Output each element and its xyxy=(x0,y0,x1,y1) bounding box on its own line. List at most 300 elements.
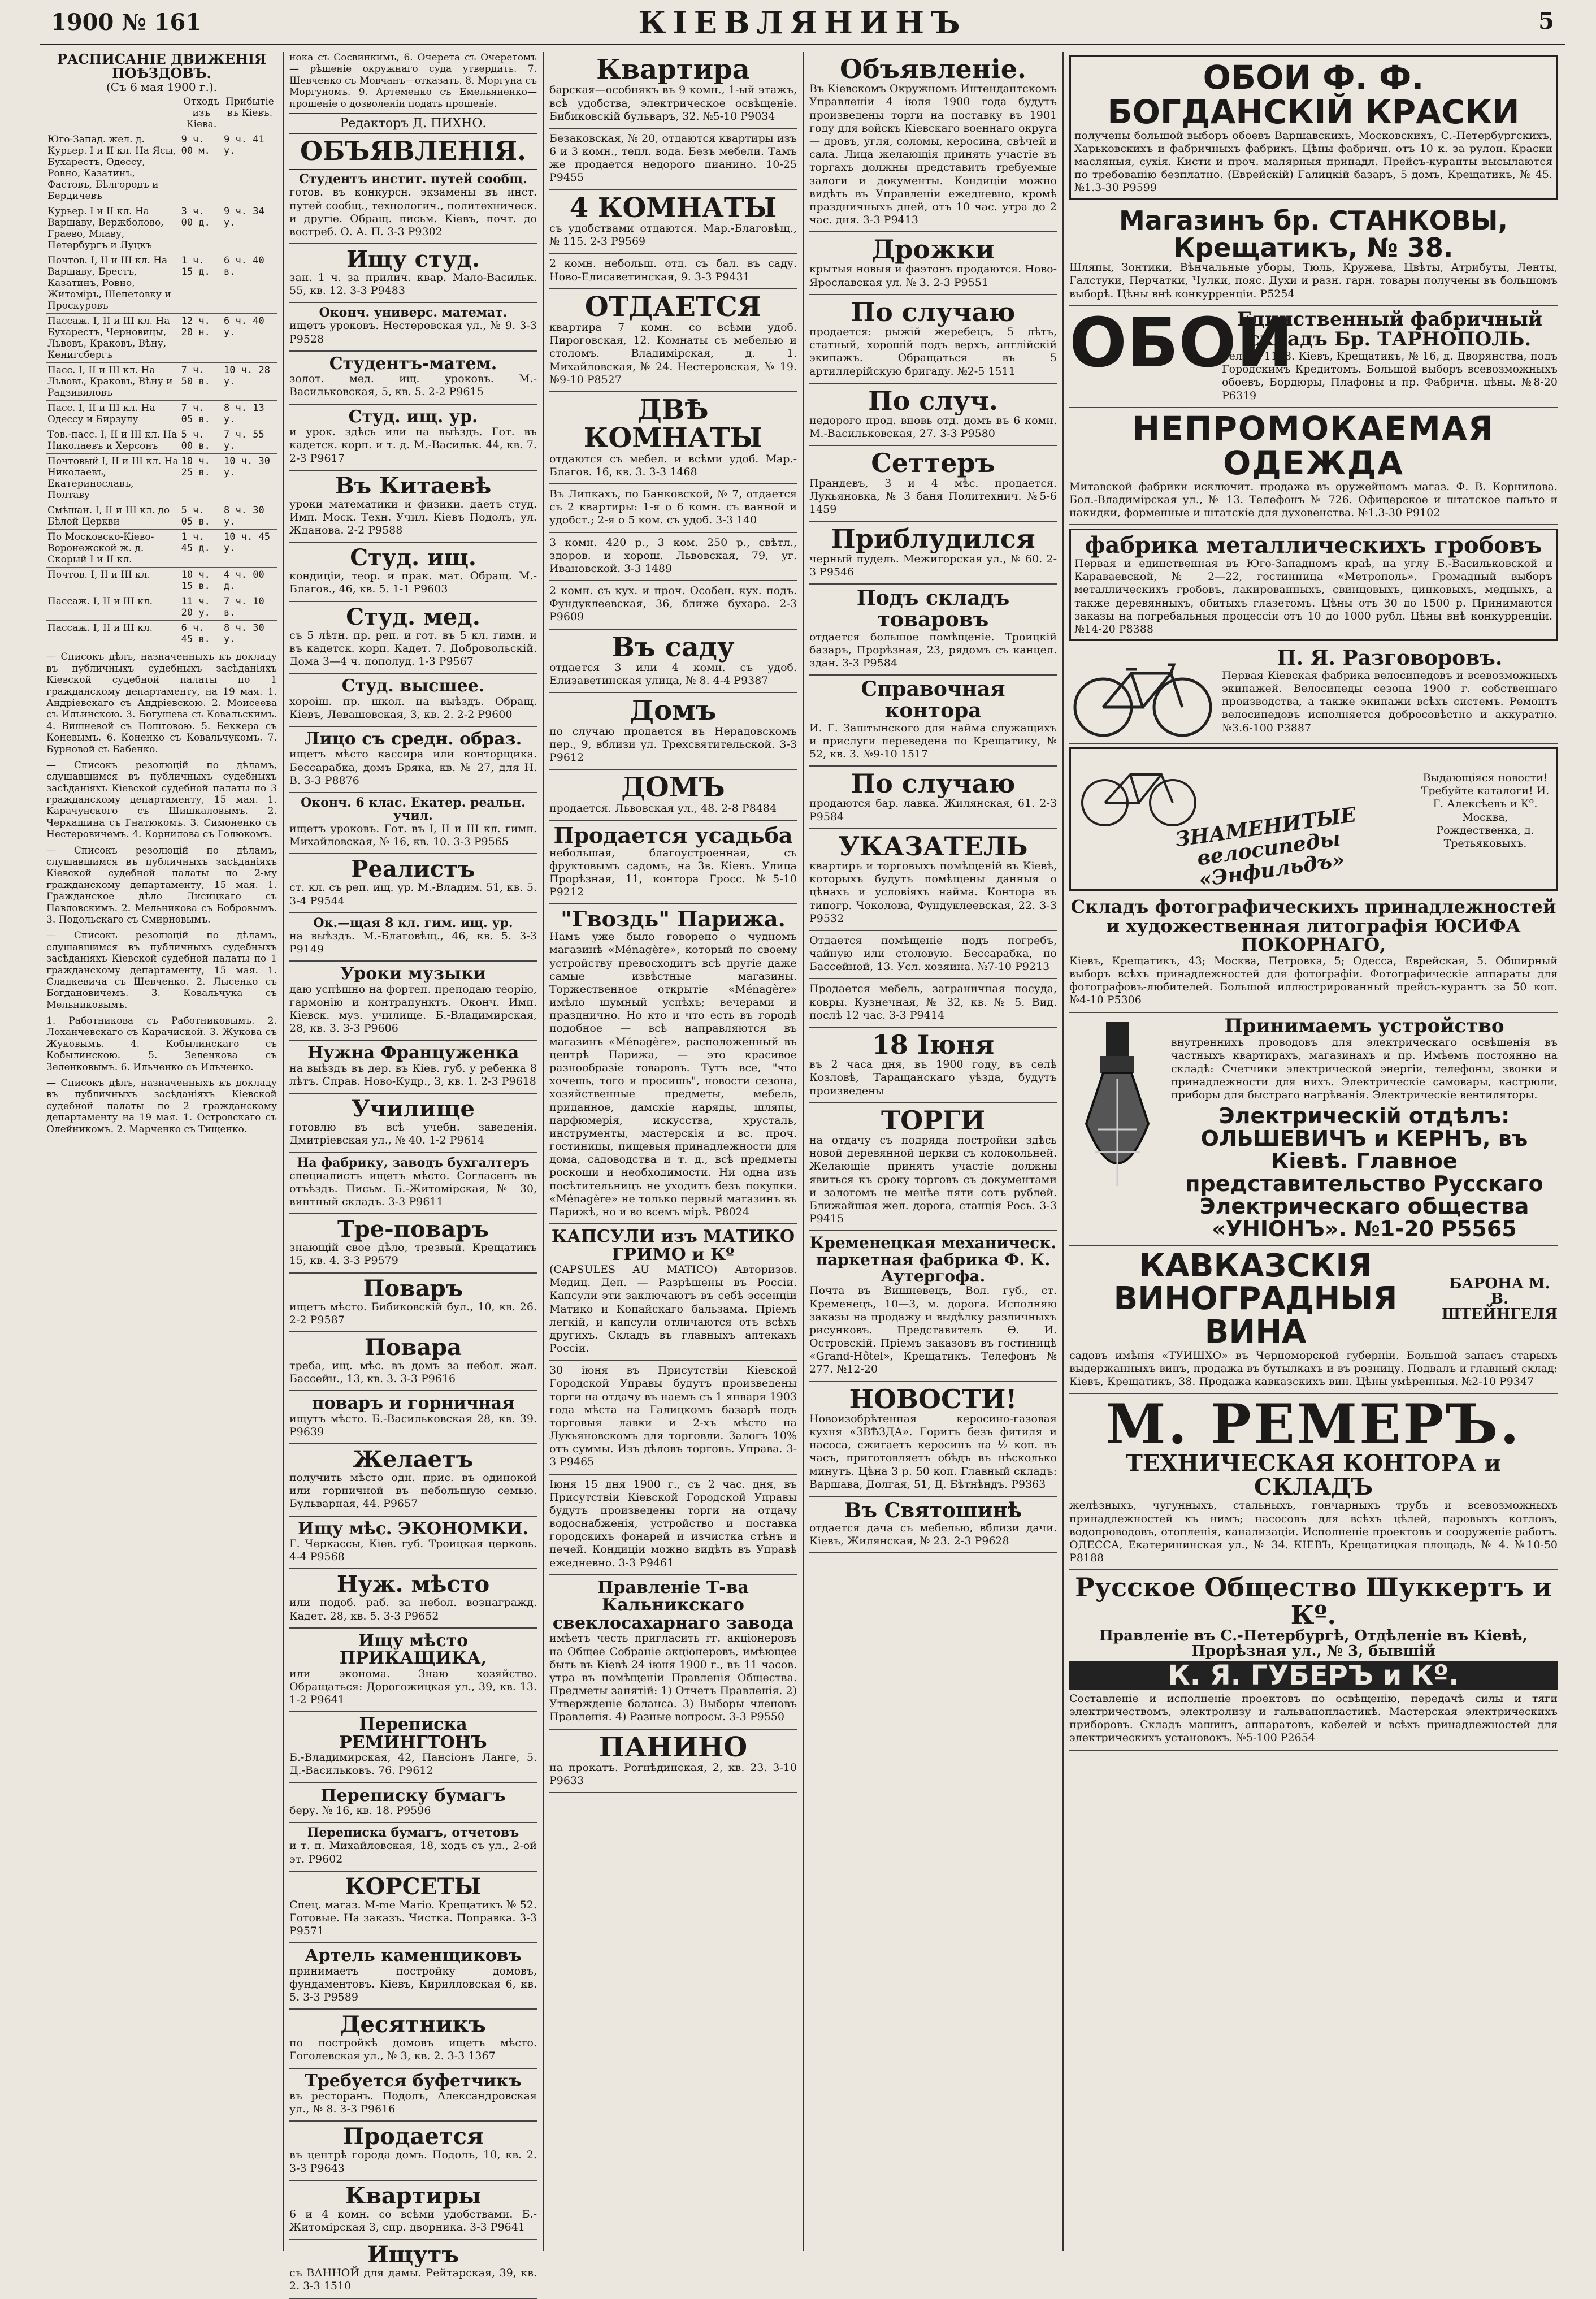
ad-title: П. Я. Разговоровъ. xyxy=(1277,646,1503,670)
classified-ad xyxy=(549,52,797,129)
ad-body: внутреннихъ проводовъ для электрическаго освѣщенія въ частныхъ квартирахъ, магазинахъ и пр. Имѣемъ постоянно на складѣ: Счетчики электрической энергіи, телефоны, звонки и принадлежности для нихъ. Электрическіе самовары, кастрюли, приборы для быстраго нагрѣванія. Электрическіе вентиляторы. xyxy=(1171,1036,1558,1101)
ad-body: Отдается помѣщеніе подъ погребъ, чайную или столовую. Бессарабка, по Бассейной, 13. Усл. хозяина. №7-10 Р9213 xyxy=(809,934,1057,973)
classified-ad xyxy=(289,2181,537,2240)
classified-ad xyxy=(549,190,797,254)
ad-title: Дрожки xyxy=(871,234,995,265)
ad-body: отдаются съ мебел. и всѣми удоб. Мар.-Благов. 16, кв. 3. 3-3 1468 xyxy=(549,452,797,478)
ad-title: Квартиры xyxy=(345,2182,482,2209)
ad-body: съ удобствами отдаются. Мар.-Благовѣщ., № 115. 2-3 Р9569 xyxy=(549,222,797,248)
column-3 xyxy=(545,52,801,2251)
timetable-route: Пасс. I, II и III кл. На Львовъ, Краковъ, Вѣну и Радзивиловъ xyxy=(46,363,180,401)
ad-body: ст. кл. съ реп. ищ. ур. М.-Владим. 51, кв. 5. 3-4 Р9544 xyxy=(289,881,537,907)
ad-subtitle: Правленіе въ С.-Петербургѣ, Отдѣленіе въ Кіевѣ, Прорѣзная ул., № 3, бывшій xyxy=(1099,1627,1528,1660)
ad-body: беру. № 16, кв. 18. Р9596 xyxy=(289,1804,431,1817)
classified-ad xyxy=(289,854,537,913)
page-header xyxy=(40,0,1565,46)
ad-body: ищутъ мѣсто. Б.-Васильковская 28, кв. 39. Р9639 xyxy=(289,1412,537,1438)
classified-ad xyxy=(549,1361,797,1474)
ad-body: Продается мебель, заграничная посуда, ковры. Кузнечная, № 32, кв. № 5. Вид. послѣ 12 час. 3-3 Р9414 xyxy=(809,982,1057,1021)
classified-ad xyxy=(809,295,1057,384)
ad-body: 3 комн. 420 р., 3 ком. 250 р., свѣтл., здоров. и хорош. Львовская, 79, уг. Ивановской. 3-3 1489 xyxy=(549,536,797,575)
classified-ad xyxy=(289,1712,537,1783)
ad-title: Ищу мѣс. ЭКОНОМКИ. xyxy=(298,1518,528,1539)
ad-title: Въ Китаевѣ xyxy=(335,472,492,499)
timetable-route: По Московско-Кіево-Воронежской ж. д. Скорый I и II кл. xyxy=(46,530,180,568)
classified-ad xyxy=(809,931,1057,980)
timetable-arrival: 7 ч. 55 у. xyxy=(223,427,277,454)
ad-body: Шляпы, Зонтики, Вѣнчальные уборы, Тюль, Кружева, Цвѣты, Атрибуты, Ленты, Галстуки, Перчатки, Чулки, пояс. Духи и разн. гарн. товары получены въ большомъ выборѣ. Цѣны внѣ конкурренціи. Р5254 xyxy=(1069,261,1558,300)
classified-ad xyxy=(809,767,1057,829)
ad-schuckert xyxy=(1069,1570,1558,1750)
ad-firm: Электрическій отдѣлъ: ОЛЬШЕВИЧЪ и КЕРНЪ, въ Кіевѣ. Главное представительство Русскаго Электрическаго общества «УНІОНЪ». №1-20 Р5565 xyxy=(1185,1103,1543,1241)
ad-body: уроки математики и физики. даетъ студ. Имп. Моск. Техн. Учил. Кіевъ Подолъ, ул. Жданова. 2-2 Р9588 xyxy=(289,497,537,537)
column-rule xyxy=(803,52,804,2251)
ad-title: Единственный фабричный складъ Бр. ТАРНОПОЛЬ. xyxy=(1237,308,1543,351)
ad-title: Ок.—щая 8 кл. гим. ищ. ур. xyxy=(313,915,513,930)
col4-ads xyxy=(809,52,1057,1553)
classified-ad xyxy=(549,129,797,190)
ad-title: 18 Іюня xyxy=(871,1029,995,1060)
ad-body: продается. Львовская ул., 48. 2-8 Р8484 xyxy=(549,802,777,815)
timetable-row xyxy=(46,454,277,503)
classified-ad xyxy=(289,405,537,471)
ad-title: Принимаемъ устройство xyxy=(1224,1014,1504,1037)
ad-title: ЗНАМЕНИТЫЕ велосипеды «Энфильдъ» xyxy=(1174,803,1358,892)
ad-title: По случаю xyxy=(851,296,1016,327)
classified-ad xyxy=(549,289,797,392)
timetable-row xyxy=(46,621,277,647)
ad-title: Студ. высшее. xyxy=(341,676,485,696)
classified-ad xyxy=(549,581,797,630)
classified-ad xyxy=(809,232,1057,295)
ad-title: Переписка бумагъ, отчетовъ xyxy=(307,1825,519,1841)
classified-ad xyxy=(289,1214,537,1273)
ad-title: По случаю xyxy=(851,768,1016,799)
ad-enfield-bicycles xyxy=(1069,747,1558,891)
classified-ad xyxy=(289,303,537,351)
timetable-arrival: 8 ч. 30 у. xyxy=(223,621,277,647)
newspaper-title: КІЕВЛЯНИНЪ xyxy=(638,5,967,41)
classified-ad xyxy=(549,484,797,533)
timetable-departure: 10 ч. 25 в. xyxy=(180,454,223,503)
timetable-arrival: 9 ч. 34 у. xyxy=(223,204,277,253)
ad-body: Телеф. 1138. Кіевъ, Крещатикъ, № 16, д. Дворянства, подъ Городскимъ Кредитомъ. Большой выборъ всевозможныхъ обоевъ, Бордюры, Плафоны и пр. Фабричн. цѣны. №8-20 Р6319 xyxy=(1222,350,1558,402)
classified-ad xyxy=(289,1569,537,1628)
ad-body: Первая Кіевская фабрика велосипедовъ и всевозможныхъ экипажей. Велосипеды сезона 1900 г. собственнаго производства, а также экипажи всѣхъ системъ. Ремонтъ велосипедовъ исполняется добросовѣстно и аккуратно. №3.6-100 Р3887 xyxy=(1222,669,1558,734)
ad-body: продается: рыжій жеребецъ, 5 лѣтъ, статный, хорошій подъ верхъ, англійскій экипажъ. Обращаться въ 5 артиллерійскую бригаду. №2-5 1511 xyxy=(809,326,1057,378)
timetable-departure: 1 ч. 45 д. xyxy=(180,530,223,568)
ad-body: ищетъ уроковъ. Нестеровская ул., № 9. 3-3 Р9528 xyxy=(289,319,537,345)
ad-body: Выдающіяся новости! Требуйте каталоги! И. Г. Алексѣевъ и Кº. Москва, Рождественка, д. Третьяковыхъ. xyxy=(1421,772,1550,850)
ad-body: даю успѣшно на фортеп. преподаю теорію, гармонію и контрапунктъ. Оконч. Имп. Кіевск. муз. училище. Б.-Владимирская, 28, кв. 3. 3-3 Р9606 xyxy=(289,982,537,1035)
timetable-route: Пассаж. I, II и III кл. xyxy=(46,621,180,647)
ad-body: Г. Черкассы, Кіев. губ. Троицкая церковь. 4-4 Р9568 xyxy=(289,1538,537,1564)
ad-title: М. РЕМЕРЪ. xyxy=(1105,1392,1521,1457)
ads-section-title: ОБЪЯВЛЕНІЯ. xyxy=(289,137,537,170)
timetable-row xyxy=(46,503,277,530)
col3-ads xyxy=(549,52,797,1793)
classified-ad xyxy=(809,979,1057,1028)
ad-title: УКАЗАТЕЛЬ xyxy=(838,830,1028,861)
classified-ad xyxy=(809,585,1057,676)
column-rule xyxy=(283,52,284,2251)
train-timetable xyxy=(46,94,277,647)
ad-body: въ центрѣ города домъ. Подолъ, 10, кв. 2. 3-3 Р9643 xyxy=(289,2149,537,2175)
classified-ad xyxy=(289,471,537,543)
classified-ad xyxy=(549,254,797,289)
classified-ad xyxy=(549,630,797,694)
ad-body: или эконома. Знаю хозяйство. Обращаться: Дорогожицкая ул., 39, кв. 13. 1-2 Р9641 xyxy=(289,1667,537,1707)
classified-ad xyxy=(289,1629,537,1713)
ad-title: "Гвоздь" Парижа. xyxy=(561,906,786,932)
classified-ad xyxy=(809,1028,1057,1103)
ad-title: Приблудился xyxy=(831,523,1035,555)
timetable-row xyxy=(46,568,277,594)
classified-ad xyxy=(549,770,797,821)
ad-body: 2 комн. небольш. отд. съ бал. въ саду. Ново-Елисаветинская, 9. 3-3 Р9431 xyxy=(549,257,797,283)
ad-title: Уроки музыки xyxy=(340,964,487,984)
timetable-row xyxy=(46,530,277,568)
ad-title: КОРСЕТЫ xyxy=(345,1873,482,1900)
classified-ad xyxy=(289,913,537,962)
timetable-arrival: 6 ч. 40 у. xyxy=(223,314,277,363)
ad-title: Желаетъ xyxy=(353,1446,474,1473)
ad-body: Прандевъ, 3 и 4 мѣс. продается. Лукьяновка, № 3 баня Политехнич. №5-6 1459 xyxy=(809,477,1057,516)
timetable-arrival: 7 ч. 10 в. xyxy=(223,594,277,621)
ad-body: Въ Кіевскомъ Окружномъ Интендантскомъ Управленіи 4 іюля 1900 года будутъ произведены торги на поставку въ 1901 году для войскъ Кіевскаго военнаго округа — дровъ, угля, соломы, керосина, свѣчей и сала. Лица желающія принять участіе въ торгахъ должны представить требуемые залоги и документы. Кондиціи можно видѣть въ Управленіи ежедневно, кромѣ праздничныхъ дней, отъ 10 час. утра до 2 час. дня. 3-3 Р9413 xyxy=(809,83,1057,227)
ad-razgovorov-bicycles xyxy=(1069,644,1558,744)
classified-ad xyxy=(809,1231,1057,1382)
ad-title: фабрика металлическихъ гробовъ xyxy=(1085,532,1542,559)
ad-remer xyxy=(1069,1394,1558,1570)
ad-title: Поваръ xyxy=(363,1275,463,1302)
ad-body: по случаю продается въ Нерадовскомъ пер., 9, вблизи ул. Трехсвятительской. 3-3 Р9612 xyxy=(549,725,797,764)
timetable-route: Почтов. I, II и III кл. На Варшаву, Брестъ, Казатинъ, Ровно, Житоміръ, Шепетовку и Проскуровъ xyxy=(46,253,180,314)
ad-title: Студентъ инстит. путей сообщ. xyxy=(299,172,527,187)
classified-ad xyxy=(809,384,1057,447)
column-5 xyxy=(1065,52,1562,2251)
classified-ad xyxy=(289,962,537,1041)
classified-ad xyxy=(289,602,537,674)
timetable-departure: 3 ч. 00 д. xyxy=(180,204,223,253)
ad-body: Спец. магаз. M-me Mario. Крещатикъ № 52. Готовые. На заказъ. Чистка. Поправка. 3-3 Р9571 xyxy=(289,1898,537,1938)
classified-ad xyxy=(809,522,1057,585)
classified-ad xyxy=(289,793,537,855)
ad-body: желѣзныхъ, чугунныхъ, стальныхъ, гончарныхъ трубъ и всевозможныхъ принадлежностей къ нимъ; насосовъ для всѣхъ цѣлей, паровыхъ котловъ, водопроводовъ, отопленія, канализаціи. Исполненіе проектовъ и сооруженіе работъ. ОДЕССА, Екатерининская ул., № 34. КІЕВЪ, Крещатицкая площадь, № 4. №10-50 Р8188 xyxy=(1069,1499,1558,1565)
timetable-route: Тов.-пасс. I, II и III кл. На Николаевъ и Херсонъ xyxy=(46,427,180,454)
ad-body: специалистъ ищетъ мѣсто. Согласенъ въ отъѣздъ. Письм. Б.-Житомірская, № 30, винтный складъ. 3-3 Р9611 xyxy=(289,1169,537,1209)
ad-body: отдается большое помѣщеніе. Троицкій базаръ, Прорѣзная, 23, рядомъ съ канцел. здан. 3-3 Р9584 xyxy=(809,630,1057,669)
column-rule xyxy=(1062,52,1064,2251)
ad-title: Тре-поваръ xyxy=(337,1216,489,1243)
ad-title: Квартира xyxy=(596,54,750,85)
electric-lamp-illustration xyxy=(1069,1016,1165,1203)
ad-body: садовъ имѣнія «ТУИШХО» въ Черноморской губерніи. Большой запасъ старыхъ выдержанныхъ винъ, продажа въ бутылкахъ и въ розницу. Подвалъ и главный склад: Кіевъ, Крещатикъ, 38. Продажа кавказскихъ вин. Цѣны умѣренныя. №2-10 Р9347 xyxy=(1069,1349,1558,1388)
ad-body: И. Г. Заштынского для найма служащихъ и прислуги переведена по Крещатику, № 52, кв. 3. №9-10 1517 xyxy=(809,721,1057,760)
classified-ad xyxy=(809,1382,1057,1497)
ad-body: Б.-Владимирская, 42, Пансіонъ Ланге, 5. Д.-Васильковъ. 76. Р9612 xyxy=(289,1751,537,1777)
timetable-row xyxy=(46,204,277,253)
ad-title: Продается xyxy=(342,2123,484,2150)
classified-ad xyxy=(809,1103,1057,1232)
ad-title: Реалистъ xyxy=(351,856,475,883)
ad-olshevich-kern xyxy=(1069,1013,1558,1246)
ad-title: Требуется буфетчикъ xyxy=(305,2071,522,2091)
timetable-arrival: 10 ч. 30 у. xyxy=(223,454,277,503)
ad-title: Складъ фотографическихъ принадлежностей и художественная литографія ЮСИФА ПОКОРНАГО, xyxy=(1070,896,1556,956)
ad-body: принимаетъ постройку домовъ, фундаментовъ. Кіевъ, Кирилловская 6, кв. 5. 3-3 Р9589 xyxy=(289,1964,537,2004)
timetable-route: Почтов. I, II и III кл. xyxy=(46,568,180,594)
ad-body: Составленіе и исполненіе проектовъ по освѣщенію, передачѣ силы и тяги электричествомъ, электролизу и гальванопластикѣ. Мастерская электрическихъ приборовъ. Складъ машинъ, аппаратовъ, кабелей и всѣхъ принадлежностей для электрическихъ установокъ. №5-100 Р2654 xyxy=(1069,1692,1558,1744)
ad-body: квартира 7 комн. со всѣми удоб. Пироговская, 12. Комнаты съ мебелью и столомъ. Владимірская, д. 1. Михайловская, № 24. Нестеровская, № 19. №9-10 Р8527 xyxy=(549,321,797,386)
classified-ad xyxy=(289,1391,537,1444)
ad-title: Повара xyxy=(364,1333,462,1361)
ad-big-word: ОБОИ xyxy=(1069,304,1293,383)
timetable-row xyxy=(46,132,277,204)
ad-body: отдается 3 или 4 комн. съ удоб. Елизаветинская улица, № 8. 4-4 Р9387 xyxy=(549,661,797,687)
ad-title: НЕПРОМОКАЕМАЯ ОДЕЖДА xyxy=(1132,409,1495,482)
classified-ad xyxy=(549,392,797,484)
bicycle-illustration xyxy=(1069,648,1216,738)
timetable-subtitle: (Съ 6 мая 1900 г.). xyxy=(106,80,217,94)
timetable-arrival: 10 ч. 45 у. xyxy=(223,530,277,568)
court-lists xyxy=(46,651,277,1135)
court-list: — Списокъ дѣлъ, назначенныхъ къ докладу въ публичныхъ судебныхъ засѣданіяхъ Кіевской судебной палаты по 1 гражданскому департаменту, на 19 мая. 1. Андріевскаго съ Андріевскою. 2. Моисеева съ Ильинскою. 3. Богушева съ Ковальскимъ. 4. Вишневой съ Поштовою. 5. Беккера съ Коневымъ. 6. Коненко съ Ковальчукомъ. 7. Бурновой съ Бабенко. xyxy=(46,651,277,755)
timetable-row xyxy=(46,594,277,621)
classified-ad xyxy=(289,1783,537,1824)
timetable-row xyxy=(46,253,277,314)
timetable-arrival: 8 ч. 13 у. xyxy=(223,401,277,427)
ad-title: На фабрику, заводъ бухгалтеръ xyxy=(297,1155,530,1170)
page-number: 5 xyxy=(1538,8,1554,34)
classified-ad xyxy=(549,904,797,1224)
ad-body: 2 комн. съ кух. и проч. Особен. кух. подъ. Фундуклеевская, 36, ближе бухара. 2-3 Р9609 xyxy=(549,585,797,624)
ad-body: Кіевъ, Крещатикъ, 43; Москва, Петровка, 5; Одесса, Еврейская, 5. Обширный выборъ всѣхъ принадлежностей для фотографіи. Фотографическіе аппараты для фотографовъ-любителей. Большой иллюстрированный прейсъ-курантъ за 50 коп. №4-10 Р5306 xyxy=(1069,954,1558,1007)
ad-body: Новоизобрѣтенная керосино-газовая кухня «ЗВѢЗДА». Горитъ безъ фитиля и насоса, сжигаетъ керосинъ на ½ коп. въ часъ, приготовляетъ обѣдъ въ нѣсколько минутъ. Цѣна 3 р. 50 коп. Главный складъ: Варшава, Долгая, 51, Д. Бѣтнѣндъ. Р9363 xyxy=(809,1412,1057,1491)
timetable-departure: 5 ч. 05 в. xyxy=(180,503,223,530)
ad-body: или подоб. раб. за небол. вознагражд. Кадет. 28, кв. 5. 3-3 Р9652 xyxy=(289,1596,537,1622)
classified-ad xyxy=(289,1274,537,1332)
ad-title: Русское Общество Шуккертъ и Кº. xyxy=(1075,1572,1552,1630)
classified-ad xyxy=(809,676,1057,767)
ad-body: отдается дача съ мебелью, вблизи дачи. Кіевъ, Жилянская, № 23. 2-3 Р9628 xyxy=(809,1521,1057,1547)
timetable-route: Смѣшан. I, II и III кл. до Бѣлой Церкви xyxy=(46,503,180,530)
court-list: — Списокъ дѣлъ, назначенныхъ къ докладу въ публичныхъ засѣданіяхъ Кіевской судебной палаты по 2 гражданскому департаменту на 19 мая. 1. Островскаго съ Олейникомъ. 2. Марченко съ Тищенко. xyxy=(46,1077,277,1135)
timetable-departure: 6 ч. 45 в. xyxy=(180,621,223,647)
timetable-departure: 7 ч. 50 в. xyxy=(180,363,223,401)
ad-body: ищетъ уроковъ. Гот. въ I, II и III кл. гимн. Михайловская, № 16, кв. 10. 3-3 Р9565 xyxy=(289,822,537,848)
ad-body: барская—особнякъ въ 9 комн., 1-ый этажъ, всѣ удобства, электрическое освѣщеніе. Бибиковскій бульваръ, 32. №5-10 Р9034 xyxy=(549,84,797,123)
ad-title: Сеттеръ xyxy=(871,448,995,479)
timetable-arrival: 6 ч. 40 в. xyxy=(223,253,277,314)
ad-body: (CAPSULES AU MATICO) Авторизов. Медиц. Деп. — Разрѣшены въ Россіи. Капсули эти заключаютъ въ себѣ эссенціи Матико и Копайскаго бальзама. Пріемъ легкій, и капсули отличаются отъ всѣхъ другихъ. Складъ въ главныхъ аптекахъ Россіи. xyxy=(549,1263,797,1355)
timetable-route: Курьер. I и II кл. На Варшаву, Вержболово, Граево, Млаву, Петербургъ и Луцкъ xyxy=(46,204,180,253)
ad-tarnopol-oboi xyxy=(1069,306,1558,408)
court-list: — Списокъ резолюцій по дѣламъ, слушавшимся въ публичныхъ засѣданіяхъ Кіевской судебной палаты по 2-му гражданскому департаменту, 15 мая. 1. Гражданское дѣло Лисицкаго съ Павловскимъ. 2. Мельникова съ Бобровымъ. 3. Подольскаго съ Смирновымъ. xyxy=(46,845,277,925)
timetable-departure: 5 ч. 00 в. xyxy=(180,427,223,454)
timetable-row xyxy=(46,363,277,401)
classified-ad xyxy=(809,1497,1057,1553)
classified-ad xyxy=(289,1444,537,1517)
ad-body: на отдачу съ подряда постройки здѣсь новой деревянной церкви съ колокольней. Желающіе принять участіе должны явиться къ сроку торговъ съ документами и залогомъ не менѣе пяти сотъ рублей. Ближайшая жел. дорога, станція Рось. 3-3 Р9415 xyxy=(809,1134,1057,1226)
classified-ad xyxy=(289,2010,537,2068)
timetable-title: РАСПИСАНІЕ ДВИЖЕНІЯ ПОѢЗДОВЪ. xyxy=(57,51,267,82)
ad-body: на выѣздъ. М.-Благовѣщ., 46, кв. 5. 3-3 Р9149 xyxy=(289,929,537,956)
ad-title: Кременецкая механическ. паркетная фабрика Ф. К. Аутергофа. xyxy=(809,1233,1057,1286)
timetable-arrival: 4 ч. 00 д. xyxy=(223,568,277,594)
classified-ad xyxy=(289,1517,537,1570)
timetable-route: Пассаж. I, II и III кл. На Бухарестъ, Черновицы, Львовъ, Краковъ, Вѣну, Кенигсбергъ xyxy=(46,314,180,363)
ad-body: хороіш. пр. школ. на выѣздъ. Обращ. Кіевъ, Левашовская, 3, кв. 2. 2-2 Р9600 xyxy=(289,695,537,721)
ad-title: НОВОСТИ! xyxy=(849,1383,1017,1414)
ad-subtitle: ТЕХНИЧЕСКАЯ КОНТОРА и СКЛАДЪ xyxy=(1126,1450,1501,1501)
timetable-departure: 10 ч. 15 в. xyxy=(180,568,223,594)
ad-body: въ ресторанъ. Подолъ, Александровская ул., № 8. 3-3 Р9616 xyxy=(289,2090,537,2116)
ad-body: на прокатъ. Рогнѣдинская, 2, кв. 23. 3-10 Р9633 xyxy=(549,1761,797,1787)
ad-body: Намъ уже было говорено о чудномъ магазинѣ «Ménagère», который по своему устройству превосходитъ всѣ другіе даже самые извѣстные магазины. Торжественное открытіе «Ménagère» имѣло шумный успѣхъ; вечерами и празднично. Но кто и что есть въ городѣ подобное — всѣ направляются въ магазинъ «Ménagère», расположенный въ центрѣ Парижа, — это красивое разнообразіе товаровъ. Тутъ все, "что хочешь, того и просишь", новости сезона, хозяйственные предметы, мебель, приданное, дамскіе наряды, шляпы, парфюмерія, искусства, хрусталь, инструменты, мастерскія и вс. проч. гостиницы, пищевыя принадлежности для дома, садоводства и т. д., всѣ предметы роскоши и необходимости. Ни одна изъ посѣтительницъ не уходитъ безъ покупки. «Ménagère» не только первый магазинъ въ Парижѣ, но и во всемъ мірѣ. Р8024 xyxy=(549,930,797,1218)
ad-body: и урок. здѣсь или на выѣздъ. Гот. въ кадетск. корп. и т. д. М.-Васильк. 44, кв. 7. 2-3 Р9617 xyxy=(289,426,537,465)
ad-title: ПАНИНО xyxy=(598,1731,748,1763)
ad-title: Ищу студ. xyxy=(346,246,480,273)
ad-title: Подъ складъ товаровъ xyxy=(856,586,1010,631)
classified-ad xyxy=(289,2240,537,2298)
ad-title: Ищутъ xyxy=(367,2241,459,2268)
ad-pokorny-photo xyxy=(1069,894,1558,1012)
classified-ad xyxy=(289,674,537,727)
classified-ad xyxy=(289,170,537,244)
ad-neprom-odezhda xyxy=(1069,408,1558,525)
timetable-departure: 7 ч. 05 в. xyxy=(180,401,223,427)
ad-body: ищетъ мѣсто кассира или конторщика. Бессарабка, домъ Бряка, кв. № 27, для Н. В. 3-3 Р8876 xyxy=(289,748,537,787)
column-4 xyxy=(805,52,1061,2251)
column-rule xyxy=(543,52,544,2251)
timetable-route: Пасс. I, II и III кл. На Одессу и Бирзулу xyxy=(46,401,180,427)
ad-body: готовлю въ всѣ учебн. заведенія. Дмитріевская ул., № 40. 1-2 Р9614 xyxy=(289,1121,537,1147)
timetable-route: Юго-Запад. жел. д. Курьер. I и II кл. На Ясы, Бухарестъ, Одессу, Ровно, Казатинъ, Фастовъ, Бѣлгородъ и Бердичевъ xyxy=(46,132,180,204)
timetable-row xyxy=(46,401,277,427)
ad-body: съ 5 лѣтн. пр. реп. и гот. въ 5 кл. гимн. и въ кадетск. корп. Кадет. 7. Добровольскій. Дома 3—4 ч. пополуд. 1-3 Р9567 xyxy=(289,629,537,668)
ad-title: Студентъ-матем. xyxy=(329,353,497,374)
classified-ad xyxy=(289,543,537,601)
bicycle-illustration xyxy=(1077,755,1201,828)
ad-body: ищетъ мѣсто. Бибиковскій бул., 10, кв. 26. 2-2 Р9587 xyxy=(289,1300,537,1326)
ad-body: продаются бар. лавка. Жилянская, 61. 2-3 Р9584 xyxy=(809,797,1057,823)
ad-body: кондиціи, теор. и прак. мат. Обращ. М.-Благов., 46, кв. 5. 1-1 Р9603 xyxy=(289,570,537,596)
classified-ad xyxy=(289,352,537,405)
ad-body: получены большой выборъ обоевъ Варшавскихъ, Московскихъ, С.-Петербургскихъ, Харьковскихъ и фабричныхъ фабрикъ. Цѣны фабричн. отъ 10 к. за рулон. Краски масляныя, сухія. Кисти и проч. малярныя принадл. Прейсъ-куранты высылаются по требованію безплатно. (Еврейскій) Галицкій базаръ, 5 домъ, Крещатикъ, № 45. №1.3-30 Р9599 xyxy=(1074,129,1552,194)
court-list: — Списокъ резолюцій по дѣламъ, слушавшимся въ публичныхъ судебныхъ засѣданіяхъ Кіевской судебной палаты по 3 гражданскому департаменту, 15 мая. 1. Карачунского съ Шишкаловымъ. 2. Черкашина съ Гнатюкомъ. 3. Симоненко съ Нестеровичемъ. 4. Корнилова съ Голюкомъ. xyxy=(46,759,277,841)
column-1 xyxy=(42,52,281,2251)
court-list: — Списокъ резолюцій по дѣламъ, слушавшимся въ публичныхъ судебныхъ засѣданіяхъ Кіевской судебной палаты по 1 гражданскому департаменту, 15 мая. 1. Сладкевича съ Шевченко. 2. Лысенко съ Богдановичемъ. 3. Ковальчука съ Мельниковымъ. xyxy=(46,930,277,1011)
classified-ad xyxy=(549,533,797,582)
ad-body: съ ВАННОЙ для дамы. Рейтарская, 39, кв. 2. 3-3 1510 xyxy=(289,2267,537,2293)
ad-title: Оконч. универс. математ. xyxy=(319,305,508,321)
ad-body: крытыя новыя и фаэтонъ продаются. Ново-Ярославская ул. № 3. 2-3 Р9551 xyxy=(809,263,1057,289)
ad-title: Нужна Француженка xyxy=(307,1043,519,1063)
ad-stankovy xyxy=(1069,204,1558,306)
ad-title: Магазинъ бр. СТАНКОВЫ, Крещатикъ, № 38. xyxy=(1119,205,1508,263)
classified-ad xyxy=(289,1041,537,1094)
ad-title: Домъ xyxy=(630,695,717,727)
ad-title: Переписка РЕМИНГТОНЪ xyxy=(339,1714,487,1752)
timetable-header-arrival: Прибытіе въ Кіевъ. xyxy=(223,94,277,132)
classified-ad xyxy=(809,446,1057,522)
col2-ads xyxy=(289,170,537,2298)
classified-ad xyxy=(549,693,797,770)
ad-body: на выѣздъ въ дер. въ Кіев. губ. у ребенка 8 лѣтъ. Справ. Ново-Кудр., 3, кв. 1. 2-3 Р9618 xyxy=(289,1062,537,1088)
ad-title: Студ. мед. xyxy=(346,603,480,630)
ad-title: Объявленіе. xyxy=(839,54,1027,84)
ad-title: Артель каменщиковъ xyxy=(305,1946,522,1966)
classified-ad xyxy=(289,2122,537,2180)
ad-title: Справочная контора xyxy=(861,677,1005,722)
ad-title: ТОРГИ xyxy=(881,1105,986,1136)
classified-ad xyxy=(809,829,1057,931)
classified-ad xyxy=(549,1730,797,1794)
classified-ad xyxy=(289,1943,537,2010)
ad-title: ОТДАЕТСЯ xyxy=(584,291,762,323)
ad-body: 6 и 4 комн. со всѣми удобствами. Б.-Житомірская 3, спр. дворника. 3-3 Р9641 xyxy=(289,2207,537,2233)
ad-body: зан. 1 ч. за прилич. квар. Мало-Васильк. 55, кв. 12. 3-3 Р9483 xyxy=(289,271,537,297)
ad-title: КАВКАЗСКІЯ ВИНОГРАДНЫЯ ВИНА xyxy=(1113,1247,1398,1351)
ad-title: По случ. xyxy=(868,385,998,416)
ad-caucasian-wines xyxy=(1069,1246,1558,1395)
ad-body: готов. въ конкурсн. экзамены въ инст. путей сообщ., технологич., политехническ. и другіе. Обращ. письм. Кіевъ, почт. до востреб. О. А. П. 3-3 Р9302 xyxy=(289,186,537,238)
ad-body: Первая и единственная въ Юго-Западномъ краѣ, на углу Б.-Васильковской и Караваевской, № 2—22, гостинница «Метрополь». Громадный выборъ металлическихъ гробовъ, лакированныхъ, свинцовыхъ, цинковыхъ, медныхъ, а также деревянныхъ, обитыхъ глазетомъ. Цѣны отъ 30 до 1500 р. Принимаются заказы на погребальныя процессіи отъ 10 до 1000 рубл. Цѣны внѣ конкурренціи. №14-20 Р8388 xyxy=(1074,557,1552,635)
issue-number: 1900 № 161 xyxy=(51,9,202,36)
ad-body: Іюня 15 дня 1900 г., съ 2 час. дня, въ Присутствіи Кіевской Городской Управы будутъ произведены торги на отдачу водоснабженія, устройство и поставка городскихъ фонарей и изчистка стѣнъ и печей. Кондиціи можно видѣть въ Управѣ ежедневно. 3-3 Р9461 xyxy=(549,1478,797,1569)
ad-title: 4 КОМНАТЫ xyxy=(569,192,777,224)
ad-body: получить мѣсто одн. прис. въ одинокой или горничной въ небольшую семью. Бульварная, 44. Р9657 xyxy=(289,1471,537,1510)
classified-ad xyxy=(289,1823,537,1871)
ad-title: поваръ и горничная xyxy=(311,1393,515,1414)
classified-ad xyxy=(289,727,537,793)
timetable-arrival: 9 ч. 41 у. xyxy=(223,132,277,204)
ad-title: Оконч. 6 клас. Екатер. реальн. учил. xyxy=(301,795,526,823)
ad-body: Митавской фабрики исключит. продажа въ оружейномъ магаз. Ф. В. Корнилова. Бол.-Владимірская ул., № 13. Телефонъ № 726. Офицерское и штатское пальто и накидки, форменные и штатскіе для духовенства. №1.3-30 Р9102 xyxy=(1069,480,1558,519)
ad-body: Въ Липкахъ, по Банковской, № 7, отдается съ 2 квартиры: 1-я о 6 комн. съ ванной и удобст.; 2-я о 5 ком. съ удоб. 3-3 140 xyxy=(549,488,797,527)
ad-title: Въ саду xyxy=(611,631,735,663)
ad-body: небольшая, благоустроенная, съ фруктовымъ садомъ, на Зв. Кіевъ. Улица Прорѣзная, 11, контора Гросс. №5-10 Р9212 xyxy=(549,846,797,899)
ad-title: Продается усадьба xyxy=(553,822,793,848)
court-list: 1. Работникова съ Работниковымъ. 2. Лоханчевскаго съ Карачиской. 3. Жукова съ Жуковымъ. 4. Кобылинскаго съ Кобылинскою. 5. Зеленкова съ Зеленковымъ. 6. Ильченко съ Ильченко. xyxy=(46,1015,277,1073)
ad-title: ДВѢ КОМНАТЫ xyxy=(583,393,763,454)
classified-ad xyxy=(289,1332,537,1391)
timetable-row xyxy=(46,427,277,454)
ad-title: Десятникъ xyxy=(340,2011,487,2038)
timetable-route: Почтовый I, II и III кл. На Николаевъ, Екатеринославъ, Полтаву xyxy=(46,454,180,503)
timetable-departure: 1 ч. 15 д. xyxy=(180,253,223,314)
timetable-route: Пассаж. I, II и III кл. xyxy=(46,594,180,621)
ad-firm: К. Я. ГУБЕРЪ и Кº. xyxy=(1069,1661,1558,1690)
ad-title: Студ. ищ. xyxy=(350,544,476,571)
ad-bogdanski-oboi xyxy=(1069,55,1558,200)
ad-body: знающій свое дѣло, трезвый. Крещатикъ 15, кв. 4. 3-3 Р9579 xyxy=(289,1241,537,1267)
ad-title: КАПСУЛИ изъ МАТИКО ГРИМО и Кº xyxy=(551,1227,795,1265)
timetable-departure: 11 ч. 20 у. xyxy=(180,594,223,621)
ad-metal-coffins xyxy=(1069,529,1558,641)
ad-title: Переписку бумагъ xyxy=(320,1785,506,1806)
ad-body: Почта въ Вишневецъ, Вол. губ., ст. Кременецъ, 10—3, м. дорога. Исполняю заказы на продажу и выдѣлку различныхъ рисунковъ. Представитель Ѳ. И. Островскій. Пріемъ заказовъ въ гостиницѣ «Grand-Hôtel», Крещатикъ. Телефонъ № 277. №12-20 xyxy=(809,1284,1057,1376)
ad-title: ДОМЪ xyxy=(621,772,725,804)
ad-title: Ищу мѣсто ПРИКАЩИКА, xyxy=(339,1630,487,1669)
classified-ad xyxy=(809,52,1057,232)
ad-title: ОБОИ Ф. Ф. БОГДАНСКІЙ КРАСКИ xyxy=(1107,58,1520,131)
ad-title: Правленіе Т-ва Кальникскаго свеклосахарнаго завода xyxy=(552,1577,794,1633)
ad-subtitle: БАРОНА М. В. ШТЕЙНГЕЛЯ xyxy=(1442,1275,1558,1323)
ad-title: Училище xyxy=(351,1096,475,1123)
classified-ad xyxy=(289,2069,537,2122)
